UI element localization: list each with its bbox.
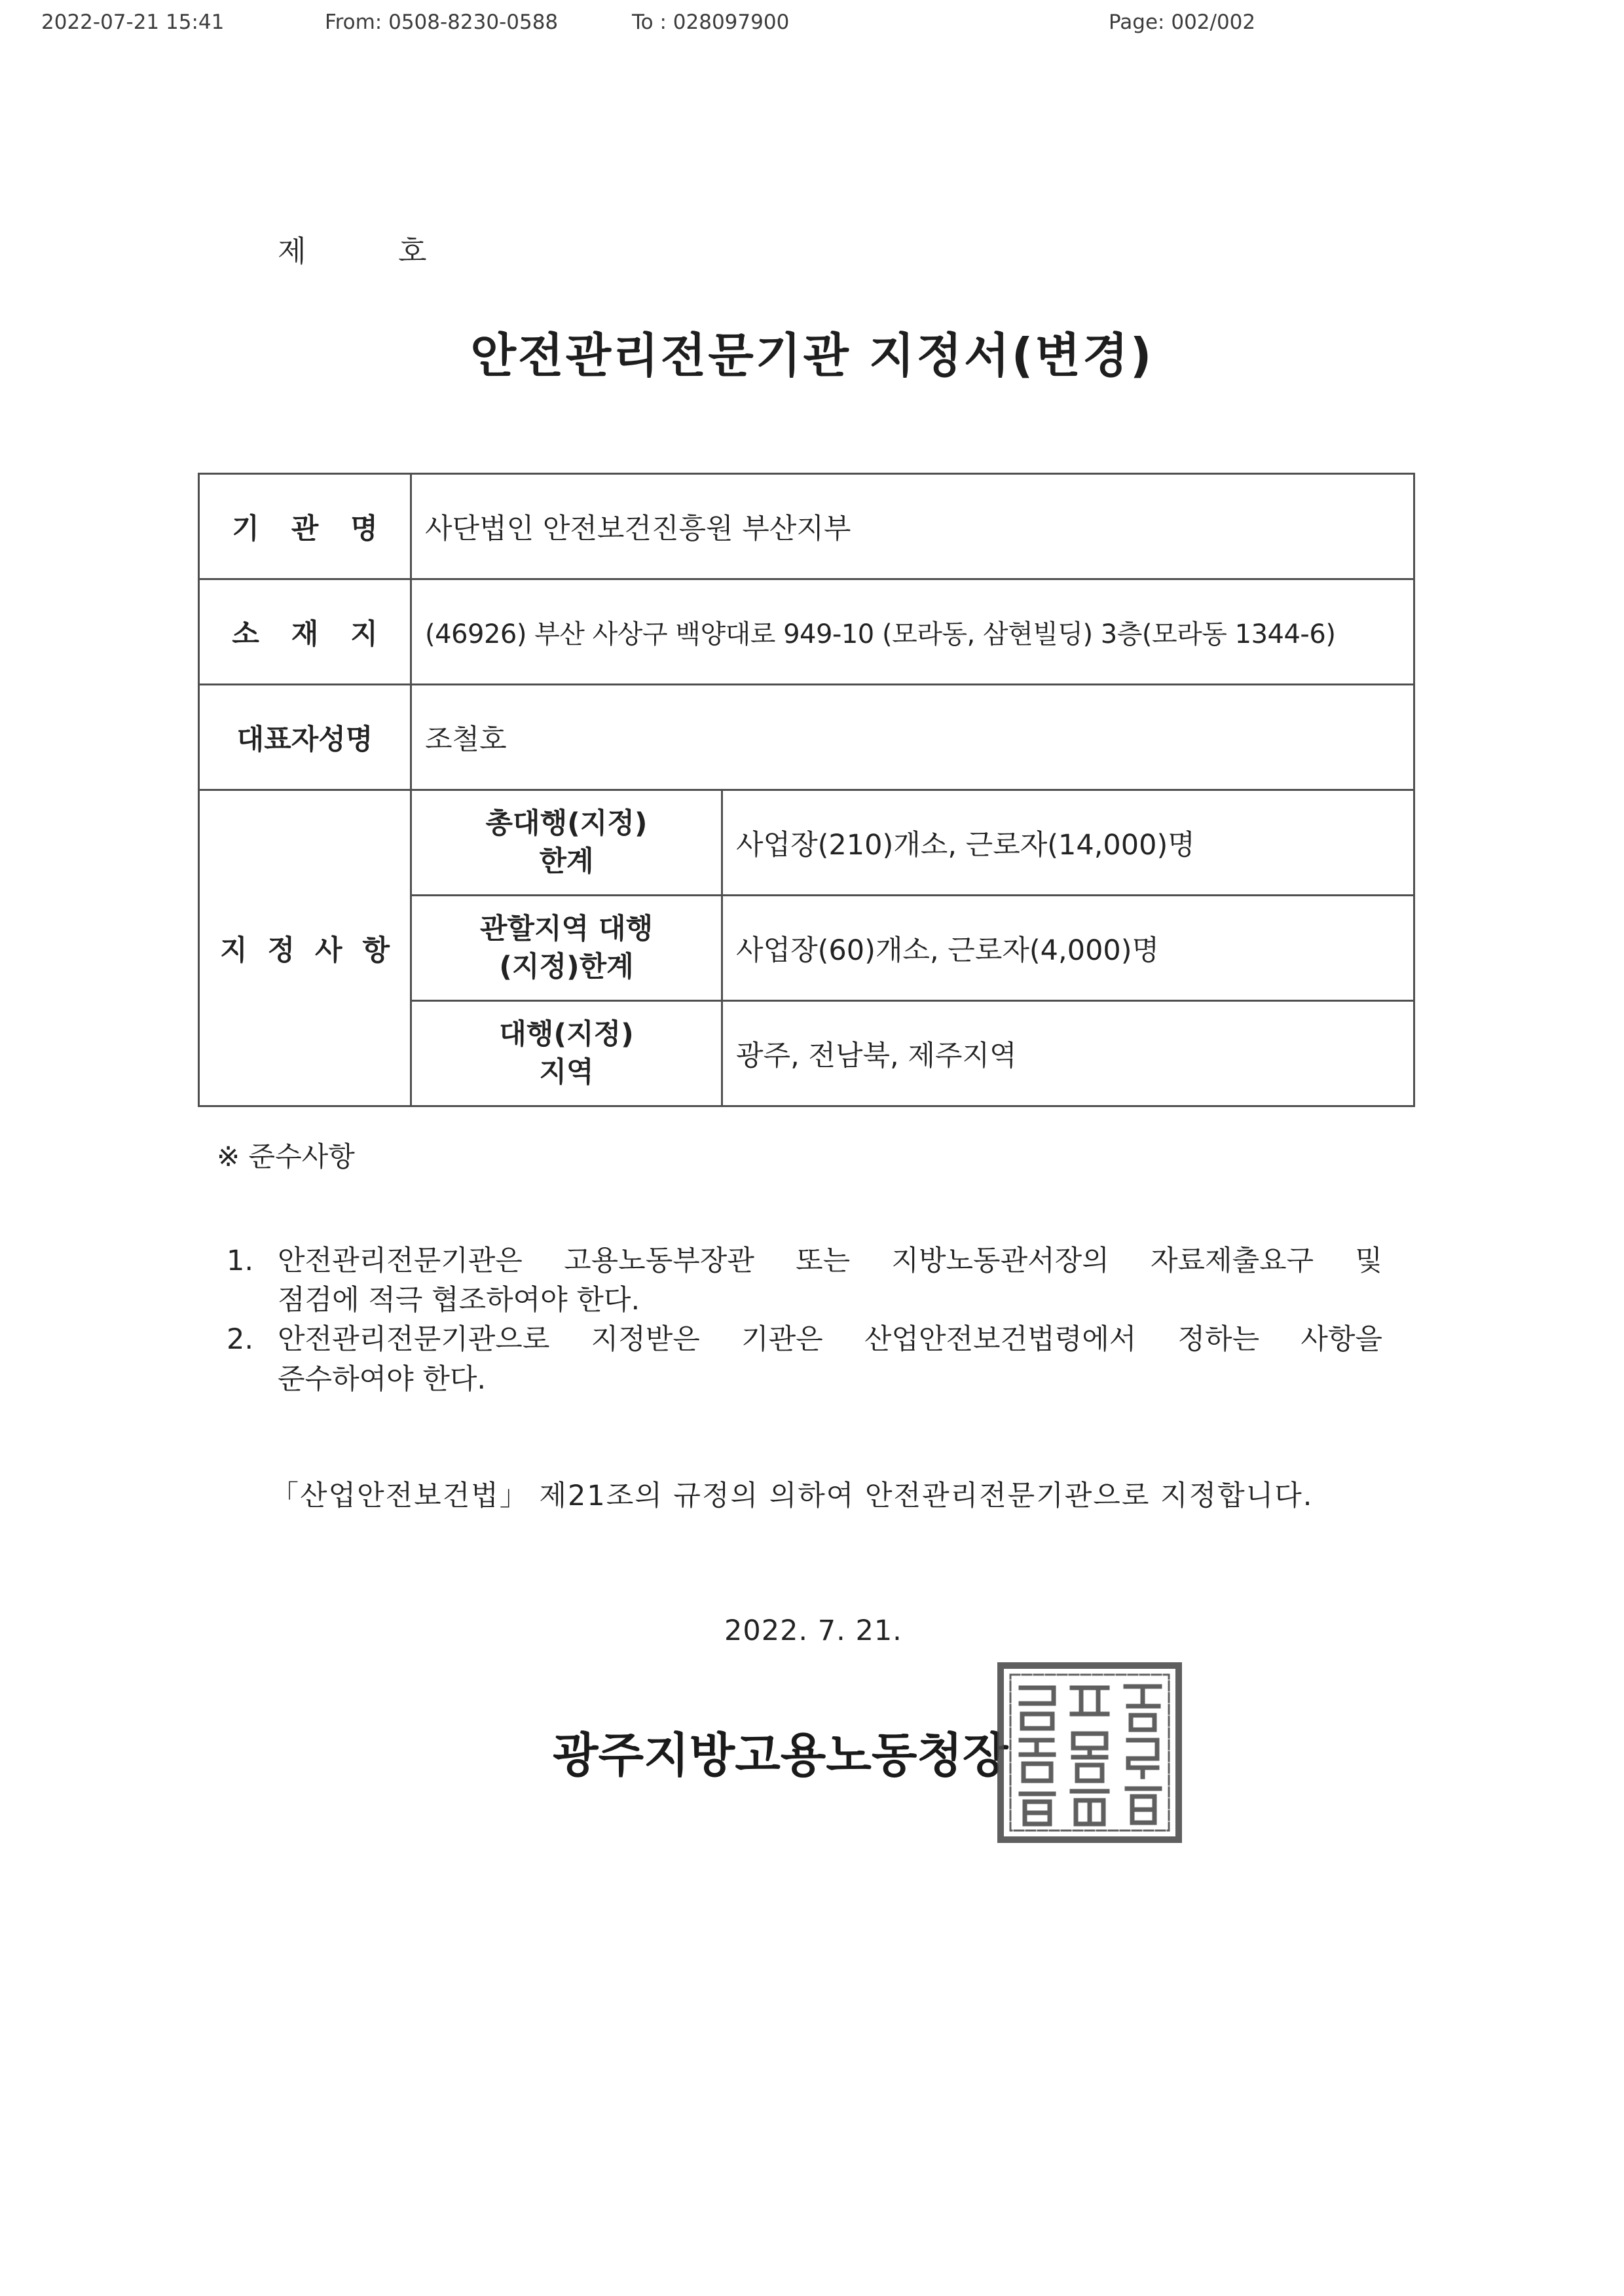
fax-page: Page: 002/002 xyxy=(1109,10,1256,34)
document-title: 안전관리전문기관 지정서(변경) xyxy=(470,328,1154,383)
official-seal-icon xyxy=(995,1660,1185,1846)
table-row xyxy=(199,685,1414,790)
total-limit-label xyxy=(411,790,722,896)
regional-limit-label-line-1: 관할지역 대행 xyxy=(479,913,654,945)
representative-value: 조철호 xyxy=(411,685,1414,790)
issuer-name: 광주지방고용노동청장 xyxy=(553,1728,1008,1783)
table-row xyxy=(199,579,1414,685)
legal-statement: 「산업안전보건법」 제21조의 규정의 의하여 안전관리전문기관으로 지정합니다. xyxy=(270,1480,1314,1512)
representative-label: 대표자성명 xyxy=(199,685,411,790)
total-limit-label-line-1: 총대행(지정) xyxy=(485,807,648,840)
regional-limit-label xyxy=(411,896,722,1001)
fax-to: To : 028097900 xyxy=(632,10,790,34)
regional-limit-label-line-2: (지정)한계 xyxy=(499,951,634,983)
designated-region-label xyxy=(411,1001,722,1106)
compliance-item-1-line-2: 점검에 적극 협조하여야 한다. xyxy=(278,1284,640,1317)
fax-timestamp: 2022-07-21 15:41 xyxy=(41,10,225,34)
compliance-item-2-line-1: 안전관리전문기관으로 지정받은 기관은 산업안전보건법령에서 정하는 사항을 xyxy=(278,1323,1382,1356)
table-row xyxy=(199,790,1414,896)
table-row xyxy=(199,474,1414,579)
compliance-item-1-number: 1. xyxy=(227,1245,254,1277)
doc-number-suffix: 호 xyxy=(398,234,427,268)
designated-region-label-line-1: 대행(지정) xyxy=(499,1018,634,1051)
regional-limit-value: 사업장(60)개소, 근로자(4,000)명 xyxy=(722,896,1414,1001)
fax-from: From: 0508-8230-0588 xyxy=(325,10,559,34)
total-limit-value: 사업장(210)개소, 근로자(14,000)명 xyxy=(722,790,1414,896)
location-label: 소 재 지 xyxy=(199,579,411,685)
designated-region-value: 광주, 전남북, 제주지역 xyxy=(722,1001,1414,1106)
issue-date: 2022. 7. 21. xyxy=(724,1614,902,1647)
doc-number-prefix: 제 xyxy=(278,234,306,268)
designation-label: 지 정 사 항 xyxy=(199,790,411,1106)
total-limit-label-line-2: 한계 xyxy=(539,845,594,878)
agency-name-label: 기 관 명 xyxy=(199,474,411,579)
location-value: (46926) 부산 사상구 백양대로 949-10 (모라동, 삼현빌딩) 3층(모라동 1344-6) xyxy=(411,579,1414,685)
designation-info-table xyxy=(198,473,1415,1107)
compliance-heading: ※ 준수사항 xyxy=(217,1140,355,1173)
designated-region-label-line-2: 지역 xyxy=(539,1056,594,1089)
compliance-item-2-number: 2. xyxy=(227,1323,254,1356)
compliance-item-1-line-1: 안전관리전문기관은 고용노동부장관 또는 지방노동관서장의 자료제출요구 및 xyxy=(278,1245,1382,1277)
agency-name-value: 사단법인 안전보건진흥원 부산지부 xyxy=(411,474,1414,579)
compliance-item-2-line-2: 준수하여야 한다. xyxy=(278,1363,487,1396)
